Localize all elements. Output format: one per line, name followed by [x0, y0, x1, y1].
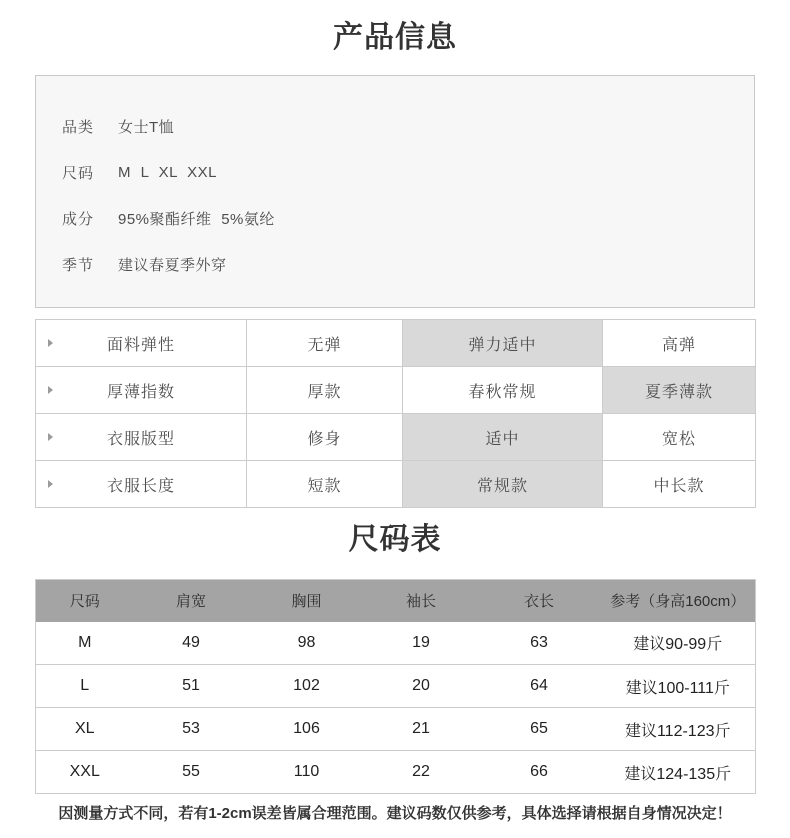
- size-cell: 建议100-111斤: [601, 665, 756, 708]
- size-cell: 22: [365, 751, 478, 794]
- fabric-row-label: [36, 367, 247, 414]
- size-header-length: 衣长: [478, 580, 601, 622]
- size-cell: 53: [134, 708, 249, 751]
- fabric-row-label-text: 面料弹性: [106, 336, 175, 354]
- size-cell: 21: [365, 708, 478, 751]
- info-label: 季节: [62, 256, 95, 274]
- fabric-option-cell: 春秋常规: [403, 367, 603, 414]
- fabric-option-cell: 修身: [247, 414, 403, 461]
- fabric-row-length: [36, 461, 756, 508]
- size-cell: 66: [478, 751, 601, 794]
- fabric-row-label-text: 衣服版型: [106, 430, 175, 448]
- size-table-row-xxl: [36, 751, 756, 794]
- size-cell: 20: [365, 665, 478, 708]
- size-cell: 110: [249, 751, 365, 794]
- triangle-marker-icon: [48, 386, 53, 394]
- fabric-option-cell: 中长款: [603, 461, 756, 508]
- fabric-row-elasticity: [36, 320, 756, 367]
- fabric-option-cell: 高弹: [603, 320, 756, 367]
- size-cell: 106: [249, 708, 365, 751]
- fabric-row-label-text: 厚薄指数: [106, 383, 175, 401]
- fabric-row-label: [36, 461, 247, 508]
- size-header-size: 尺码: [36, 580, 134, 622]
- size-cell: XXL: [36, 751, 134, 794]
- info-value: 建议春夏季外穿: [118, 256, 227, 274]
- fabric-attributes-table: [35, 319, 756, 508]
- product-info-title: 产品信息: [333, 21, 457, 54]
- info-row-category: [62, 103, 754, 149]
- size-cell: 49: [134, 622, 249, 665]
- size-cell: 55: [134, 751, 249, 794]
- fabric-option-cell: 厚款: [247, 367, 403, 414]
- triangle-marker-icon: [48, 339, 53, 347]
- size-cell: 98: [249, 622, 365, 665]
- measurement-disclaimer: 因测量方式不同，若有1-2cm误差皆属合理范围。建议码数仅供参考，具体选择请根据自身情况决定！: [58, 805, 732, 822]
- size-cell: 19: [365, 622, 478, 665]
- fabric-option-cell: 夏季薄款: [603, 367, 756, 414]
- info-value: M L XL XXL: [118, 163, 217, 181]
- fabric-row-label-text: 衣服长度: [106, 477, 175, 495]
- size-cell: 102: [249, 665, 365, 708]
- size-cell: M: [36, 622, 134, 665]
- size-cell: 64: [478, 665, 601, 708]
- fabric-row-fit: [36, 414, 756, 461]
- fabric-option-cell: 宽松: [603, 414, 756, 461]
- triangle-marker-icon: [48, 480, 53, 488]
- info-label: 成分: [62, 210, 95, 228]
- size-cell: 51: [134, 665, 249, 708]
- size-cell: L: [36, 665, 134, 708]
- size-header-sleeve: 袖长: [365, 580, 478, 622]
- size-cell: 63: [478, 622, 601, 665]
- fabric-row-label: [36, 320, 247, 367]
- size-cell: 建议90-99斤: [601, 622, 756, 665]
- info-label: 品类: [62, 118, 95, 136]
- info-value: 女士T恤: [118, 118, 175, 136]
- size-cell: 建议124-135斤: [601, 751, 756, 794]
- product-info-box: [35, 75, 755, 308]
- size-header-bust: 胸围: [249, 580, 365, 622]
- fabric-option-cell: 常规款: [403, 461, 603, 508]
- size-header-reference: 参考（身高160cm）: [601, 580, 756, 622]
- size-table-row-xl: [36, 708, 756, 751]
- fabric-option-cell: 适中: [403, 414, 603, 461]
- fabric-row-label: [36, 414, 247, 461]
- size-table-header-row: [36, 580, 756, 622]
- info-row-composition: [62, 195, 754, 241]
- size-chart-table: [35, 579, 756, 794]
- fabric-row-thickness: [36, 367, 756, 414]
- fabric-option-cell: 短款: [247, 461, 403, 508]
- size-cell: 65: [478, 708, 601, 751]
- size-cell: 建议112-123斤: [601, 708, 756, 751]
- triangle-marker-icon: [48, 433, 53, 441]
- size-table-row-l: [36, 665, 756, 708]
- size-table-row-m: [36, 622, 756, 665]
- info-label: 尺码: [62, 164, 95, 182]
- fabric-option-cell: 无弹: [247, 320, 403, 367]
- info-row-season: [62, 241, 754, 287]
- info-row-sizes: [62, 149, 754, 195]
- size-cell: XL: [36, 708, 134, 751]
- size-chart-title: 尺码表: [348, 523, 442, 556]
- size-header-shoulder: 肩宽: [134, 580, 249, 622]
- fabric-option-cell: 弹力适中: [403, 320, 603, 367]
- info-value: 95%聚酯纤维 5%氨纶: [118, 210, 275, 228]
